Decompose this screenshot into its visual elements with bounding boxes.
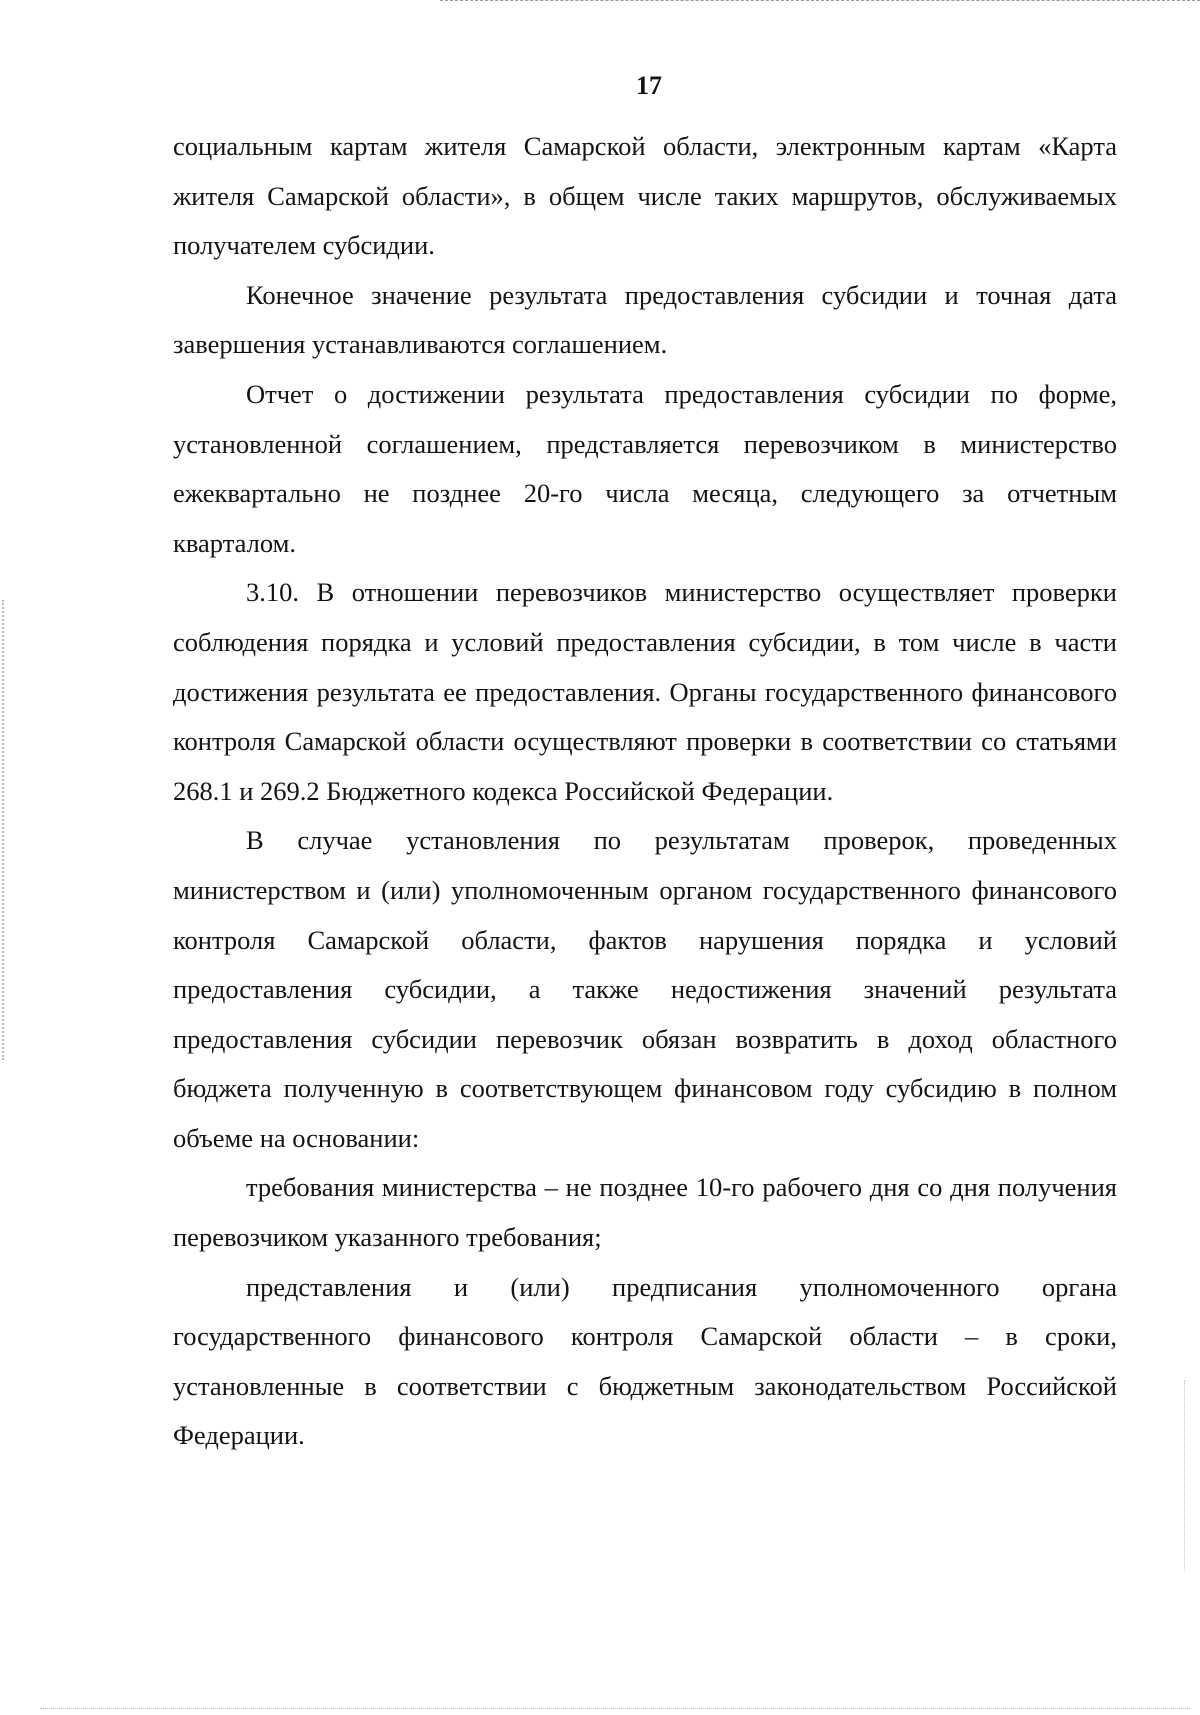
- document-body: [173, 122, 1117, 1461]
- paragraph-6: требования министерства – не позднее 10-го рабочего дня со дня получения перевозчиком указанного требования;: [173, 1172, 1117, 1253]
- scan-artifact-bottom: [40, 1708, 1190, 1711]
- paragraph-5: В случае установления по результатам проверок, проведенных министерством и (или) уполномоченным органом государственного финансового контроля Самарской области, фактов нарушения порядка и условий предоставления субсидии, а также недостижения значений результата предоставления субсидии перевозчик обязан возвратить в доход областного бюджета полученную в соответствующем финансовом году субсидию в полном объеме на основании:: [173, 825, 1117, 1153]
- paragraph-2: Конечное значение результата предоставления субсидии и точная дата завершения устанавливаются соглашением.: [173, 279, 1117, 360]
- paragraph-3: Отчет о достижении результата предоставления субсидии по форме, установленной соглашением, представляется перевозчиком в министерство ежеквартально не позднее 20-го числа месяца, следующего за отчетным кварталом.: [173, 378, 1117, 558]
- paragraph-1: социальным картам жителя Самарской области, электронным картам «Карта жителя Самарской области», в общем числе таких маршрутов, обслуживаемых получателем субсидии.: [173, 131, 1117, 261]
- scan-artifact-top: [440, 0, 1200, 3]
- paragraph-4: 3.10. В отношении перевозчиков министерство осуществляет проверки соблюдения порядка и условий предоставления субсидии, в том числе в части достижения результата ее предоставления. Органы государственного финансового контроля Самарской области осуществляют проверки в соответствии со статьями 268.1 и 269.2 Бюджетного кодекса Российской Федерации.: [173, 577, 1117, 806]
- scan-artifact-right: [1176, 1380, 1185, 1570]
- page-number: 17: [636, 71, 662, 100]
- paragraph-7: представления и (или) предписания уполномоченного органа государственного финансового контроля Самарской области – в сроки, установленные в соответствии с бюджетным законодательством Российской Федерации.: [173, 1271, 1117, 1451]
- scan-artifact-left: [2, 600, 12, 1060]
